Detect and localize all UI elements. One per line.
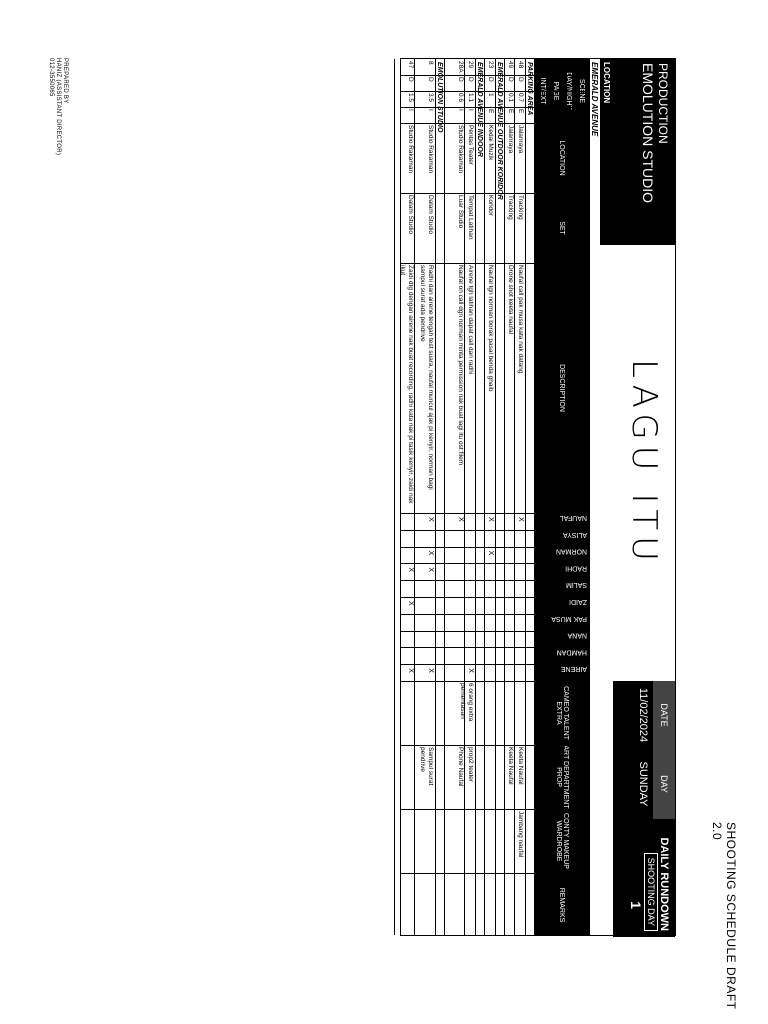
column-header-row bbox=[535, 59, 589, 935]
cell-remarks bbox=[485, 873, 495, 937]
cell-conty bbox=[505, 809, 515, 873]
table-row bbox=[514, 59, 525, 935]
cell-conty bbox=[415, 809, 435, 873]
col-day-night: DAY/NIGHT bbox=[565, 72, 572, 110]
cell-cameo bbox=[485, 681, 495, 745]
cell-cameo: 6 orang extra pementasan bbox=[459, 683, 474, 722]
cell-desc: Drone shot keeta naufal bbox=[507, 265, 514, 335]
cast-name-4: SALIM bbox=[565, 581, 587, 589]
table-row bbox=[504, 59, 515, 935]
cell-set: Tempat Latihan bbox=[467, 195, 474, 240]
section-header: PARKING AREA bbox=[525, 59, 535, 935]
cell-page: 1.1 bbox=[467, 93, 474, 103]
location-label: LOCATION bbox=[600, 59, 613, 245]
cell-ie: E bbox=[487, 109, 494, 114]
cast-mark: X bbox=[427, 550, 434, 556]
col-cameo: CAMEO TALENT EXTRA bbox=[555, 686, 569, 740]
cell-art: Keeta Naufal bbox=[517, 747, 524, 785]
day-label: DAY bbox=[653, 749, 675, 819]
cell-art bbox=[485, 745, 495, 809]
shooting-day-value: 1 bbox=[628, 901, 644, 909]
cast-name-8: HAMDAN bbox=[556, 648, 587, 656]
cast-name-5: ZAIDI bbox=[569, 598, 587, 605]
cell-desc: Radhi dan airene tengah test suara, naufal muncul ajak pi kenyir, norman bagi sampul surat ada pendrive bbox=[419, 265, 434, 490]
grid-line bbox=[401, 745, 589, 746]
grid-line bbox=[401, 75, 589, 76]
cell-desc: Naufal tgn norman borak pasal benda ghaib bbox=[487, 265, 494, 392]
cell-art: Keeta Naufal bbox=[507, 747, 514, 785]
cell-ie: E bbox=[517, 109, 524, 114]
cell-desc: Naufal call pak musa kata nak datang bbox=[517, 265, 524, 374]
cell-dn: D bbox=[407, 77, 414, 82]
cell-location: Studio Rakaman bbox=[407, 125, 414, 174]
cell-remarks bbox=[505, 873, 515, 937]
cell-dn: D bbox=[427, 77, 434, 82]
cast-mark: X bbox=[407, 567, 414, 573]
cell-location: Studio Rakaman bbox=[457, 125, 464, 174]
cast-mark: X bbox=[467, 668, 474, 673]
cell-set: Dalam Studio bbox=[407, 195, 414, 235]
cell-conty bbox=[485, 809, 495, 873]
cast-mark: X bbox=[407, 668, 414, 673]
cell-desc: Zaidi dtg dengan airene nak buat recording, radhi kata nak pi tasik kenyir, zaidi nak ikut bbox=[399, 265, 414, 504]
cell-set: Tracking bbox=[517, 195, 524, 220]
rundown-label: DAILY RUNDOWN bbox=[658, 837, 670, 931]
cell-dn: D bbox=[507, 77, 514, 82]
cell-art: Phone Naufal bbox=[457, 747, 464, 787]
section-header: EMERALD AVENUE OUTDOOR KORIDOR bbox=[495, 59, 505, 935]
cast-name-7: NANA bbox=[567, 631, 587, 639]
grid-line bbox=[401, 664, 589, 665]
grid-line bbox=[401, 809, 589, 810]
col-location: LOCATION bbox=[558, 140, 566, 176]
cast-name-1: ALISYA bbox=[563, 530, 587, 538]
cell-cameo bbox=[415, 681, 435, 745]
cell-cameo bbox=[445, 681, 465, 745]
cell-dn: D bbox=[467, 77, 474, 82]
grid-line bbox=[401, 547, 589, 548]
cast-name-9: AIRENE bbox=[560, 665, 587, 673]
grid-line bbox=[401, 263, 589, 264]
production-block bbox=[613, 59, 675, 245]
cell-location: Jalanraya bbox=[517, 125, 524, 154]
grid-line bbox=[401, 580, 589, 581]
col-set: SET bbox=[558, 221, 566, 235]
col-conty: CONTY MAKEUP WARDROBE bbox=[555, 813, 569, 869]
cast-mark: X bbox=[457, 517, 464, 522]
day-value: SUNDAY bbox=[637, 761, 649, 807]
cell-page: 3.5 bbox=[427, 93, 434, 103]
cell-remarks bbox=[445, 873, 465, 937]
rundown-block bbox=[613, 819, 675, 937]
cast-name-2: NORMAN bbox=[555, 547, 587, 555]
cell-ie: I bbox=[467, 109, 474, 111]
cell-conty bbox=[465, 809, 475, 873]
grid-line bbox=[401, 91, 589, 92]
cell-cameo bbox=[395, 681, 415, 745]
cell-scene: 48 bbox=[517, 61, 524, 69]
grid-line bbox=[401, 873, 589, 874]
grid-line bbox=[401, 631, 589, 632]
date-value: 11/02/2024 bbox=[637, 687, 649, 743]
col-scene: SCENE bbox=[578, 78, 585, 104]
cast-mark: X bbox=[517, 517, 524, 522]
cell-page: 0.6 bbox=[457, 93, 464, 103]
cell-location: Pentas Teater bbox=[467, 125, 474, 165]
schedule-body bbox=[399, 59, 535, 935]
cell-ie: I bbox=[407, 109, 414, 111]
cell-dn: D bbox=[487, 77, 494, 82]
grid-line bbox=[401, 614, 589, 615]
cell-scene: 47 bbox=[407, 61, 414, 69]
table-row bbox=[444, 59, 465, 935]
grid-line bbox=[401, 123, 589, 124]
cell-art bbox=[395, 745, 415, 809]
cell-scene: 23 bbox=[487, 61, 494, 69]
cell-set: Tracking bbox=[507, 195, 514, 220]
grid-line bbox=[401, 193, 589, 194]
cast-mark: X bbox=[427, 517, 434, 522]
production-name: EMOLUTION STUDIO bbox=[640, 63, 656, 204]
cell-ie: I bbox=[457, 109, 464, 111]
table-row bbox=[394, 59, 415, 935]
cell-desc: Airene tgh latihan dapat call dari radhi bbox=[467, 265, 474, 375]
cell-conty bbox=[395, 809, 415, 873]
production-label: PRODUCTION bbox=[656, 63, 670, 144]
cast-name-0: NAUFAL bbox=[559, 514, 587, 521]
cell-remarks bbox=[465, 873, 475, 937]
cast-mark: X bbox=[427, 567, 434, 573]
cell-dn: D bbox=[517, 77, 524, 82]
cell-desc: Naufal on call dgn norman minta permission nak buat lagi itu ost filem bbox=[457, 265, 464, 466]
cast-mark: X bbox=[487, 550, 494, 556]
prepared-by-label: PREPARED BY bbox=[62, 58, 68, 104]
cast-mark: X bbox=[427, 668, 434, 673]
cell-scene: 8 bbox=[427, 61, 434, 65]
prepared-by-phone: 012-3550065 bbox=[48, 58, 54, 97]
grid-line bbox=[401, 107, 589, 108]
section-header: EMERALD AVENUE INDOOR bbox=[475, 59, 485, 935]
cell-cameo bbox=[515, 681, 525, 745]
col-description: DESCRIPTION bbox=[558, 364, 566, 412]
grid-line bbox=[401, 647, 589, 648]
cell-location: Studio Rakaman bbox=[427, 125, 434, 174]
prepared-by-name: HANIZ (ASSISTANT DIRECTOR) bbox=[55, 58, 61, 156]
cell-page: 1.5 bbox=[407, 93, 414, 103]
table-row bbox=[414, 59, 435, 935]
table-row bbox=[484, 59, 495, 935]
grid-line bbox=[401, 513, 589, 514]
cell-location: Jalanraya bbox=[507, 125, 514, 154]
cast-mark: X bbox=[407, 601, 414, 606]
prepared-by bbox=[47, 58, 68, 155]
cell-art: prop2 teater bbox=[467, 747, 474, 783]
cell-cameo bbox=[505, 681, 515, 745]
schedule-sheet bbox=[400, 58, 676, 936]
cast-name-3: RADHI bbox=[565, 564, 587, 572]
section-header: EMOLUTION STUDIO bbox=[435, 59, 445, 935]
cell-scene: 29 bbox=[467, 61, 474, 69]
cell-remarks bbox=[515, 873, 525, 937]
cell-conty: Jambang naufal bbox=[517, 811, 524, 858]
cast-mark: X bbox=[487, 517, 494, 522]
cell-scene: 28A bbox=[457, 61, 464, 73]
shooting-day-label: SHOOTING DAY bbox=[644, 853, 658, 931]
cell-location: Kedai Muzik bbox=[487, 125, 494, 161]
cell-conty bbox=[445, 809, 465, 873]
grid-line bbox=[401, 597, 589, 598]
cell-ie: I bbox=[427, 109, 434, 111]
cell-ie: E bbox=[507, 109, 514, 114]
header-band bbox=[613, 59, 675, 935]
cell-remarks bbox=[395, 873, 415, 937]
grid-line bbox=[401, 530, 589, 531]
grid-line bbox=[401, 563, 589, 564]
cell-scene: 49 bbox=[507, 61, 514, 69]
cell-remarks bbox=[415, 873, 435, 937]
cell-set: Luar Studio bbox=[457, 195, 464, 229]
col-int-ext: INT/EXT bbox=[539, 77, 546, 105]
date-day-block bbox=[613, 681, 675, 819]
cast-name-6: PAK MUSA bbox=[551, 614, 587, 622]
cell-page: 0.7 bbox=[517, 93, 524, 103]
date-label: DATE bbox=[653, 681, 675, 749]
col-art: ART DEPARTMENT PROP bbox=[555, 745, 569, 809]
cell-dn: D bbox=[457, 77, 464, 82]
cell-page: 0.1 bbox=[507, 93, 514, 103]
grid-line bbox=[401, 681, 589, 682]
col-page: PAGE bbox=[552, 81, 559, 101]
location-name: EMERALD AVENUE bbox=[589, 59, 600, 935]
cell-art: Sampul surat pendrive bbox=[419, 747, 434, 786]
cell-set: Koridor bbox=[487, 195, 494, 216]
document-title: SHOOTING SCHEDULE DRAFT 2.0 bbox=[710, 822, 738, 1010]
col-remarks: REMARKS bbox=[558, 887, 566, 923]
cell-page: 1 bbox=[487, 93, 494, 97]
film-logo: LAGU ITU bbox=[613, 245, 675, 681]
cell-set: Dalam Studio bbox=[427, 195, 434, 235]
